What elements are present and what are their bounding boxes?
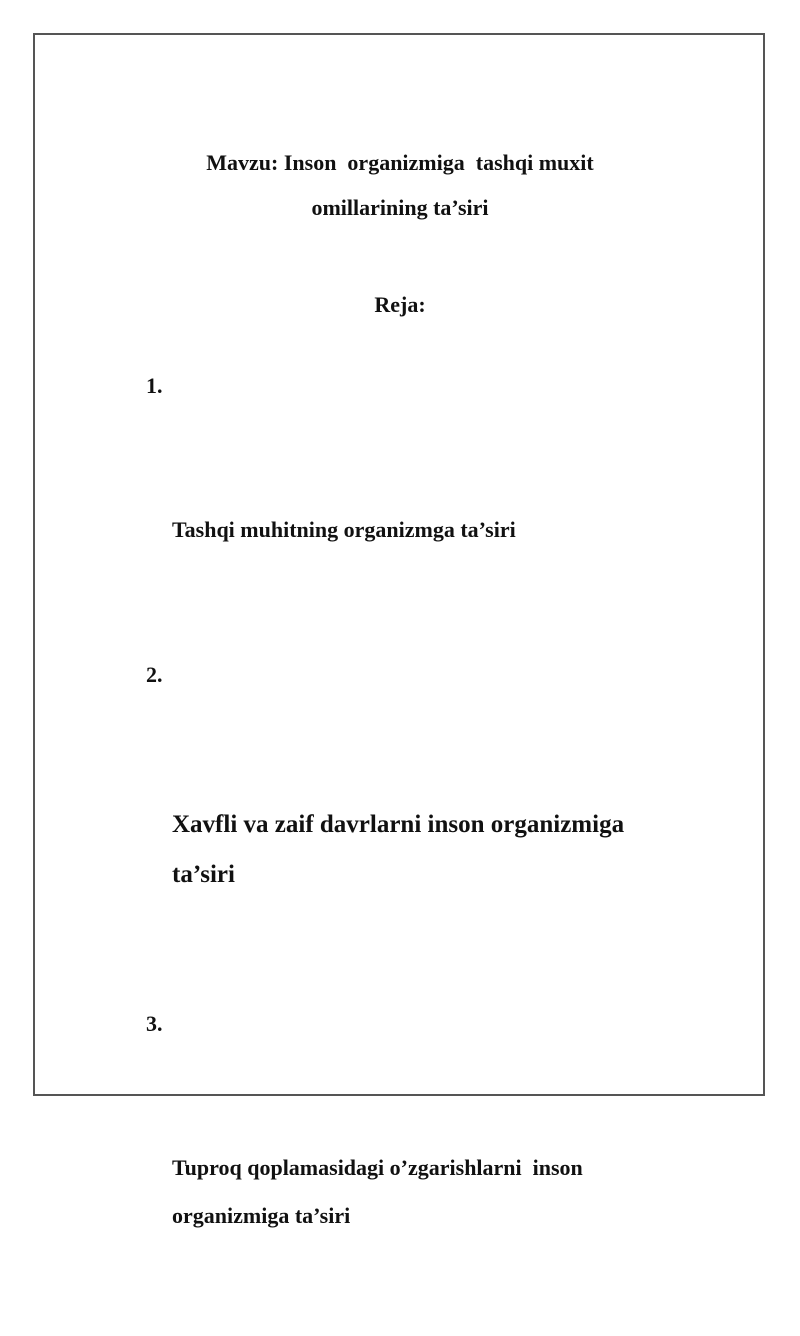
title-line-1: Mavzu: Inson organizmiga tashqi muxit xyxy=(206,150,594,175)
plan-item-text: Xavfli va zaif davrlarni inson organizmiga ta’siri xyxy=(172,811,625,888)
plan-item-number: 2. xyxy=(146,662,163,687)
plan-item-number: 1. xyxy=(146,373,163,398)
title-line-2: omillarining ta’siri xyxy=(311,195,489,220)
plan-item-text: Tuproq qoplamasidagi o’zgarishlarni inson organizmiga ta’siri xyxy=(172,1155,583,1228)
plan-item-text: Tashqi muhitning organizmga ta’siri xyxy=(172,517,516,542)
plan-item-1 xyxy=(146,362,726,650)
document-title xyxy=(0,140,800,230)
plan-list xyxy=(146,362,726,1336)
plan-item-2 xyxy=(146,650,726,1000)
plan-heading: Reja: xyxy=(374,292,426,317)
plan-item-3 xyxy=(146,1000,726,1336)
plan-item-number: 3. xyxy=(146,1011,163,1036)
